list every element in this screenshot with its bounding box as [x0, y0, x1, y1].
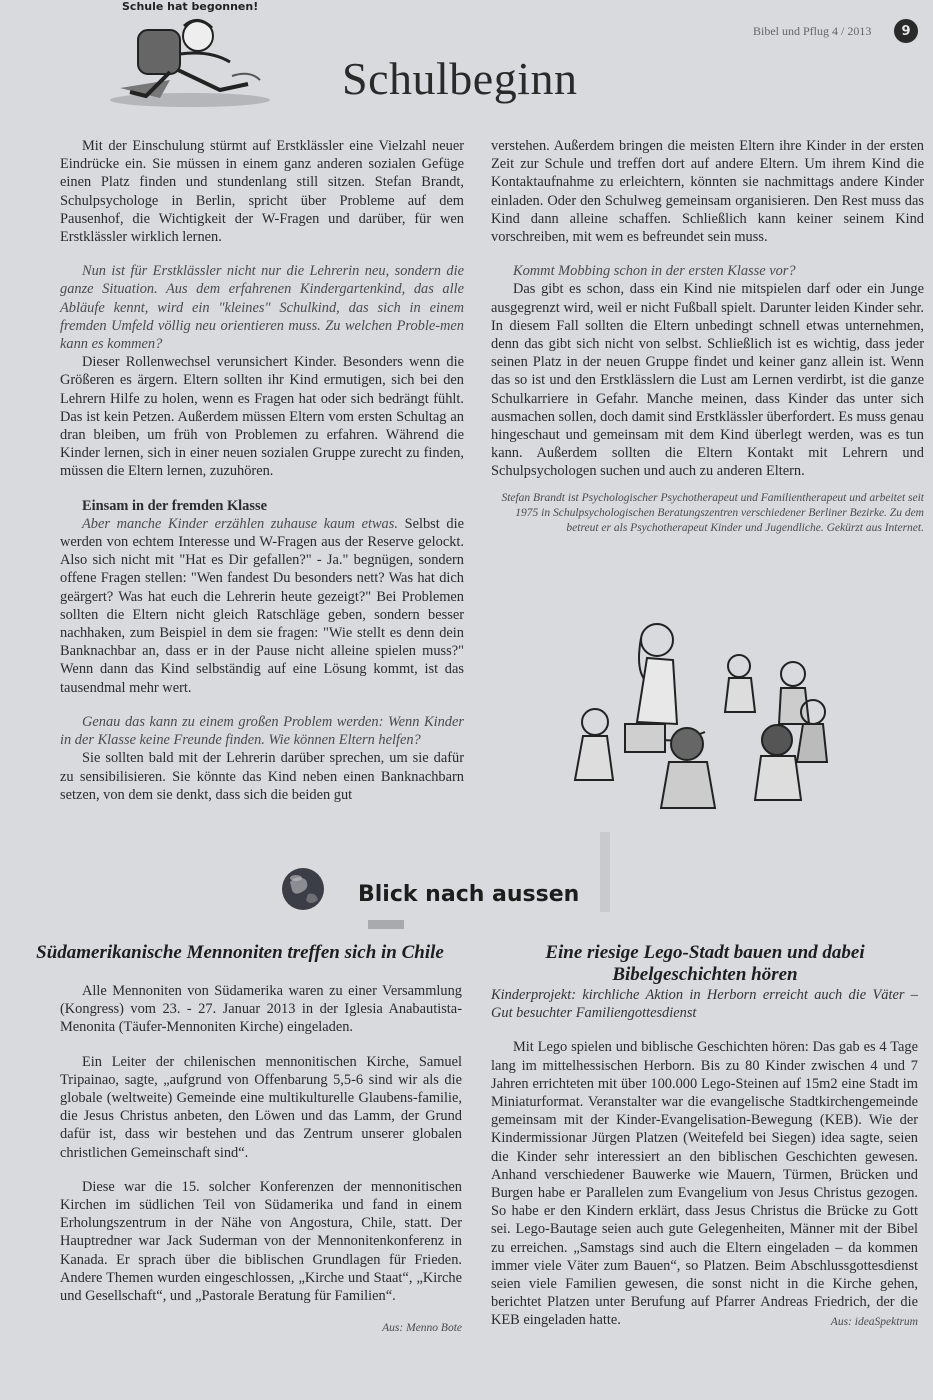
author-bio: Stefan Brandt ist Psychologischer Psychotherapeut und Familientherapeut und arbeitet seit 1975 in Schulpsychologischen Beratungszentren verschiedener Berliner Bezirke. Zu dem betreut er als Psychotherapeut Kinder und Jugendliche. Gekürzt aus Internet. [501, 491, 924, 534]
article-source: Aus: Menno Bote [382, 1322, 462, 1335]
article-source: Aus: ideaSpektrum [830, 1315, 918, 1328]
body-paragraph: Mit Lego spielen und biblische Geschichten hören: Das gab es 4 Tage lang im mittelhessischen Herborn. Bis zu 80 Kinder zwischen 4 und 7 Jahren errichteten mit über 100.000 Lego-Steinen auf 15m2 eine Stadt im Miniaturformat. Veranstalter war die evangelische Stadtkirchengemeinde gemeinsam mit der Kinder-Evangelisation-Bewegung (KEB). Wie der Kindermissionar Jürgen Platzen (Weitefeld bei Siegen) idea sagte, seien die Kinder sehr interessiert an den biblischen Geschichten gewesen. Anhand verschiedener Bauwerke wie Mauern, Türmen, Brücken und Burgen habe er Parallelen zum Evangelium von Jesus Christus gezogen. So habe er den Kindern erklärt, dass Jesus Christus die Brücke zu Gott sei. Lego-Bautage seien auch gute Gelegenheiten, Männer mit der Bibel zu erreichen. „Samstags sind auch die Eltern eingeladen – da kommen immer viele Väter zum Bauen“, so Platzen. Beim Abschlussgottesdienst seien viele Familien gewesen, die sonst nicht in die Kirche gehen, berichtet Platzen unter Berufung auf Pfarrer Andreas Friedrich, der die KEB eingeladen hatte. [491, 1039, 918, 1329]
body-paragraph: Alle Mennoniten von Südamerika waren zu einer Versammlung (Kongress) vom 23. - 27. Januar 2013 in der Iglesia Anabautista-Menonita (Täufer-Mennoniten Kirche) eingeladen. [60, 983, 462, 1036]
interview-question: Nun ist für Erstklässler nicht nur die Lehrerin neu, sondern die ganze Situation. Aus dem erfahrenen Kindergartenkind, das alle Abläufe kennt, wird ein "kleines" Schulkind, das sich in einem fremden Umfeld völlig neu orientieren muss. Zu welchen Proble-men kann es kommen? [60, 263, 464, 353]
journal-issue: Bibel und Pflug 4 / 2013 [753, 24, 872, 38]
body-paragraph: Ein Leiter der chilenischen mennonitischen Kirche, Samuel Tripainao, sagte, „aufgrund von Offenbarung 5,5-6 sind wir als die globale (weltweite) Gemeinde eine multikulturelle Glaubens-familie, die Jesus Christus anbeten, den Löwen und das Lamm, der Grund dafür ist, dass wir bestehen und das Zentrum unserer globalen christlichen Gemeinschaft sind“. [60, 1053, 462, 1161]
article-left-column [60, 137, 464, 804]
globe-icon [280, 866, 326, 912]
cartoon-caption: Schule hat begonnen! [122, 0, 259, 13]
article-subheading: Kinderprojekt: kirchliche Aktion in Herborn erreicht auch die Väter – Gut besuchter Familiengottesdienst [491, 987, 918, 1022]
subheading: Einsam in der fremden Klasse [82, 497, 267, 514]
article-body [60, 982, 462, 1336]
article-body [491, 986, 918, 1330]
answer-paragraph: Das gibt es schon, dass ein Kind nie mitspielen darf oder ein Junge ausgegrenzt wird, weil er nicht Fußball spielt. Darunter leiden Kinder sehr. In diesem Fall sollten die Eltern unbedingt schnell etwas unternehmen, denn das gibt sich nicht von selbst. Schließlich ist es wichtig, dass jeder seinen Platz in der neuen Gruppe findet und keiner ganz allein ist. Wenn das so ist und den Erstklässlern die Lust am Lernen verdirbt, ist die ganze Schulkarriere in Gefahr. Manche meinen, dass Kinder das unter sich ausmachen sollen, doch damit sind Erstklässler überfordert. Es muss genau hingeschaut und gemeinsam mit dem Kind überlegt werden, was es tun kann. Außerdem sollten die Eltern Kontakt mit Lehrern und Schulpsychologen suchen und auch zu anderen Eltern. [491, 281, 924, 480]
answer-paragraph: verstehen. Außerdem bringen die meisten Eltern ihre Kinder in der ersten Zeit zur Schule und treffen dort auf andere Eltern. Um ihrem Kind die Kontaktaufnahme zu erleichtern, könnten sie nachmittags andere Kinder einladen. Oder den Schulweg gemeinsam organisieren. Den Rest muss das Kind dann alleine schaffen. Schließlich kann keiner seinem Kind vorschreiben, mit wem es befreundet sein muss. [491, 138, 924, 246]
article-right-column [491, 137, 924, 536]
banner-decoration [600, 832, 610, 912]
article-headline: Eine riesige Lego-Stadt bauen und dabei Bibelgeschichten hören [545, 942, 865, 985]
page-number: 9 [894, 19, 918, 43]
running-schoolboy-illustration [100, 10, 280, 110]
children-circle-illustration [565, 612, 845, 812]
intro-paragraph: Mit der Einschulung stürmt auf Erstklässler eine Vielzahl neuer Eindrücke ein. Sie müssen in einem ganz anderen sozialen Gefüge einen Platz finden und stundenlang still sitzen. Stefan Brandt, Schulpsychologe in Berlin, spricht über Probleme auf dem Pausenhof, die Wichtigkeit der W-Fragen und darüber, für wen Erstklässler wirklich lernen. [60, 138, 464, 246]
body-paragraph: Diese war die 15. solcher Konferenzen der mennonitischen Kirchen im südlichen Teil von Südamerika und fand in einem Erholungszentrum in der Nähe von Angostura, Chile, statt. Der Hauptredner war Jack Suderman von der Mennonitenkonferenz in Kanada. Er sprach über die biblischen Grundlagen für Frieden. Andere Themen wurden eingeschlossen, „Kirche und Staat“, „Kirche und Gesellschaft“, und „Pastorale Beratung für Familien“. [60, 1178, 462, 1305]
answer-paragraph: Selbst die werden von echtem Interesse und W-Fragen aus der Reserve gelockt. Also sich nicht mit "Hat es Dir gefallen?" - Ja." begnügen, sondern offene Fragen stellen: "Wen fandest Du besonders nett? Was hat dich geärgert? Was hat euch die Lehrerin heute gezeigt?" Bei Problemen sollten die Eltern nicht gleich Ratschläge geben, sondern besser nachhaken, zum Beispiel in dem sie fragen: "Wie stellt es denn dein Banknachbar an, dass er in der Pause nicht alleine spielen muss?" Wenn dann das Kind selbständig auf eine Lösung kommt, ist das tausendmal mehr wert. [60, 515, 464, 696]
page-title: Schulbeginn [342, 53, 578, 104]
interview-question: Kommt Mobbing schon in der ersten Klasse vor? [513, 263, 796, 280]
banner-decoration [368, 920, 404, 929]
section-title: Blick nach aussen [358, 882, 580, 907]
interview-question: Aber manche Kinder erzählen zuhause kaum etwas. [82, 515, 398, 532]
answer-paragraph: Sie sollten bald mit der Lehrerin darüber sprechen, um sie dafür zu sensibilisieren. Sie könnte das Kind neben einen Banknachbarn setzen, von dem sie denkt, dass sich die beiden gut [60, 750, 464, 803]
article-headline: Südamerikanische Mennoniten treffen sich in Chile [36, 942, 444, 963]
answer-paragraph: Dieser Rollenwechsel verunsichert Kinder. Besonders wenn die Größeren es ärgern. Eltern sollten ihr Kind ermutigen, sich bei den Lehrern Hilfe zu holen, wenn es Fragen hat oder sich bedrängt fühlt. Das ist kein Petzen. Außerdem müssen Eltern vom ersten Schultag an dran bleiben, um früh von Problemen zu erfahren. Während die Kinder lernen, sich in einer neuen sozialen Gruppe zurecht zu finden, müssen die Eltern lernen, zuzuhören. [60, 354, 464, 480]
interview-question: Genau das kann zu einem großen Problem werden: Wenn Kinder in der Klasse keine Freunde finden. Wie können Eltern helfen? [60, 713, 464, 749]
